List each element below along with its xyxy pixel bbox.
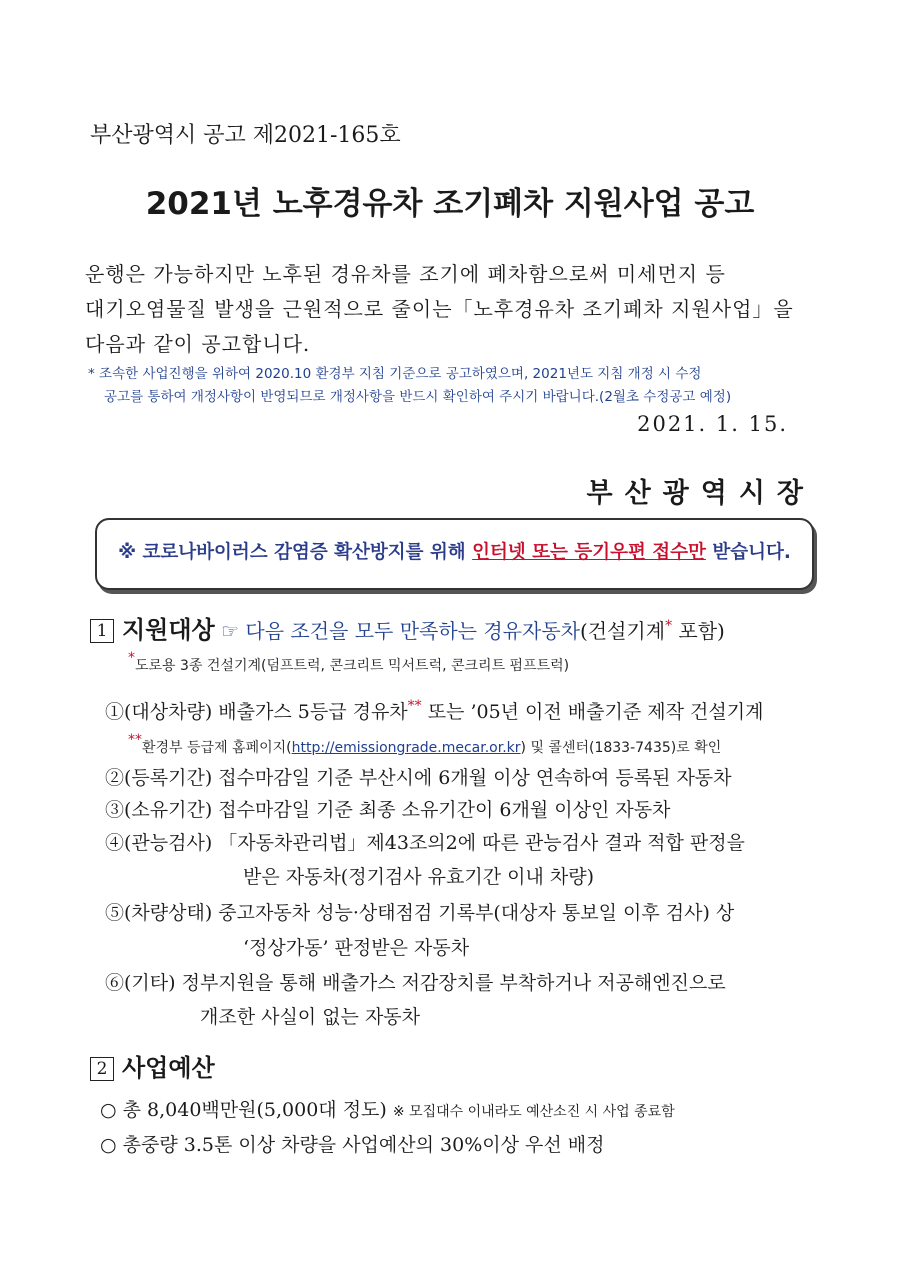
intro-line-3: 다음과 같이 공고합니다. [85,332,311,356]
item-text-2: 또는 ’05년 이전 배출기준 제작 건설기계 [421,701,764,723]
page-title: 2021년 노후경유차 조기폐차 지원사업 공고 [145,186,755,222]
item-text: 총중량 3.5톤 이상 차량을 사업예산의 30%이상 우선 배정 [122,1134,605,1156]
item-text: 접수마감일 기준 부산시에 6개월 이상 연속하여 등록된 자동차 [218,767,732,789]
bullet-icon: ○ [100,1134,117,1156]
section-1-number: 1 [90,619,114,643]
section-1-condition-paren: (건설기계 [579,619,666,643]
section-2-header [90,1048,215,1083]
list-item-continued: 개조한 사실이 없는 자동차 [200,1006,421,1028]
item-label: ④(관능검사) [105,832,213,854]
item-label: ②(등록기간) [105,767,213,789]
section-1-header [90,610,725,645]
revision-note-line-2: 공고를 통하여 개정사항이 반영되므로 개정사항을 반드시 확인하여 주시기 바랍니다.(2월초 수정공고 예정) [104,389,732,405]
item-text: 정부지원을 통해 배출가스 저감장치를 부착하거나 저공해엔진으로 [181,972,726,994]
item-label: ③(소유기간) [105,799,213,821]
list-item [105,763,732,790]
section-1-title: 지원대상 [122,616,215,644]
list-item-continued: ‘정상가동’ 판정받은 자동차 [243,937,470,959]
item-1-note [128,732,721,757]
list-item [105,697,763,724]
section-1-condition-end: 포함) [672,619,725,643]
item-note: ※ 모집대수 이내라도 예산소진 시 사업 종료함 [392,1104,675,1120]
covid-notice-highlight: 인터넷 또는 등기우편 접수만 [472,542,706,563]
list-item [105,828,745,855]
item-label: ⑥(기타) [105,972,176,994]
section-1-condition-star: * [665,618,673,634]
item-text: 접수마감일 기준 최종 소유기간이 6개월 이상인 자동차 [218,799,671,821]
intro-line-1: 운행은 가능하지만 노후된 경유차를 조기에 폐차함으로써 미세먼지 등 [85,262,726,286]
list-item [100,1130,604,1157]
item-text: 「자동차관리법」제43조의2에 따른 관능검사 결과 적합 판정을 [218,832,745,854]
item-text: 총 8,040백만원(5,000대 정도) [122,1099,387,1121]
section-1-footnote-star: * [128,650,135,666]
section-1-footnote-text: 도로용 3종 건설기계(덤프트럭, 콘크리트 믹서트럭, 콘크리트 펌프트럭) [135,658,570,674]
item-label: ①(대상차량) [105,701,213,723]
section-2-number: 2 [90,1057,114,1081]
signer: 부산광역시장 [586,478,815,509]
list-item [105,968,726,995]
list-item [105,795,670,822]
bullet-icon: ○ [100,1099,117,1121]
section-2-title: 사업예산 [122,1054,215,1082]
notice-date: 2021. 1. 15. [637,412,788,436]
list-item-continued: 받은 자동차(정기검사 유효기간 이내 차량) [243,866,595,888]
list-item [105,898,734,925]
item-1-note-star: ** [128,732,142,748]
covid-notice [95,538,814,564]
revision-note-line-1: * 조속한 사업진행을 위하여 2020.10 환경부 지침 기준으로 공고하였으며, 2021년도 지침 개정 시 수정 [88,366,702,382]
list-item [100,1095,675,1122]
item-label: ⑤(차량상태) [105,902,213,924]
item-star: ** [407,698,422,714]
notice-number: 부산광역시 공고 제2021-165호 [90,123,401,148]
item-1-note-suffix: ) 및 콜센터(1833-7435)로 확인 [520,740,722,756]
section-1-footnote [128,650,569,675]
covid-notice-prefix: ※ 코로나바이러스 감염증 확산방지를 위해 [118,542,473,563]
item-1-note-prefix: 환경부 등급제 홈페이지( [142,740,292,756]
item-text: 배출가스 5등급 경유차 [218,701,408,723]
covid-notice-suffix: 받습니다. [705,542,791,563]
section-1-condition: 다음 조건을 모두 만족하는 경유자동차 [245,619,580,643]
item-text: 중고자동차 성능·상태점검 기록부(대상자 통보일 이후 검사) 상 [218,902,735,924]
intro-line-2: 대기오염물질 발생을 근원적으로 줄이는「노후경유차 조기폐차 지원사업」을 [85,297,794,321]
pointer-icon: ☞ [221,619,240,643]
emission-grade-link[interactable]: http://emissiongrade.mecar.or.kr [291,740,521,756]
